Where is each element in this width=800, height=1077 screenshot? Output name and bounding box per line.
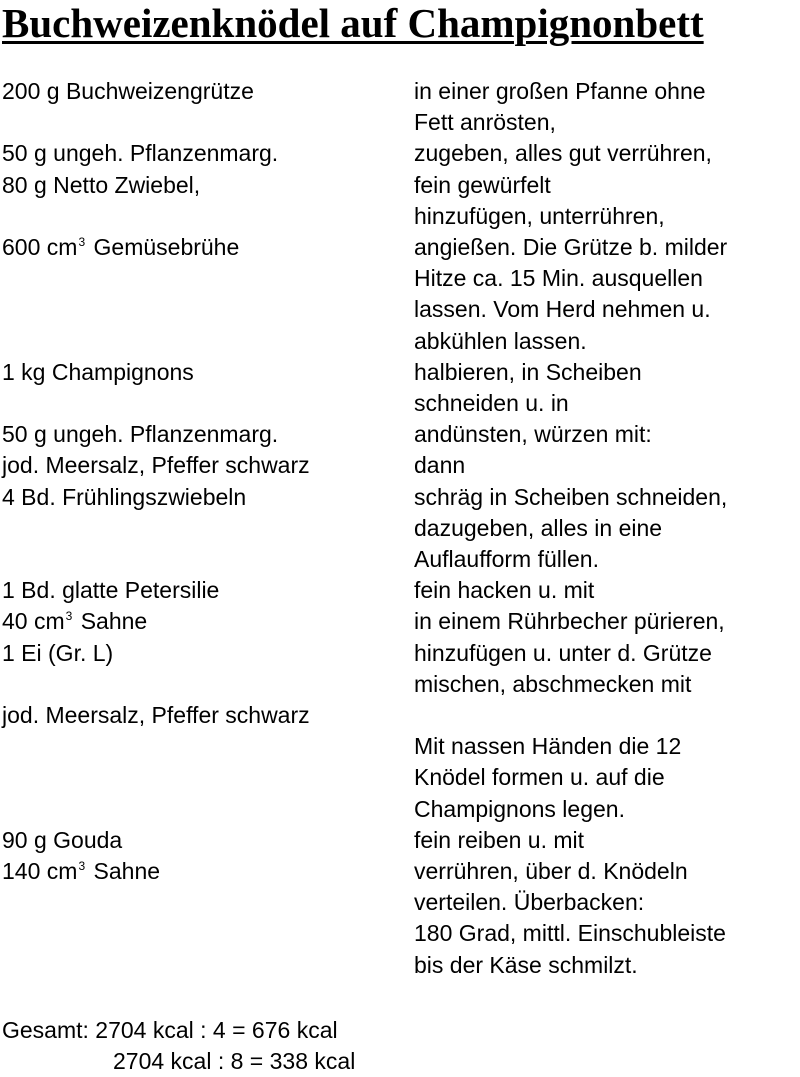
total-line-1: Gesamt: 2704 kcal : 4 = 676 kcal (2, 1017, 338, 1043)
instruction-text: fein hacken u. mit (414, 577, 595, 604)
ingredient-text (2, 638, 113, 669)
instruction-text: hinzufügen, unterrühren, (414, 202, 665, 229)
recipe-row (0, 856, 800, 887)
recipe-row (0, 201, 800, 232)
ingredient-main: 200 g Buchweizengrütze (2, 78, 254, 104)
cubic-superscript: 3 (78, 859, 86, 873)
ingredient-text (2, 138, 278, 169)
ingredient-main: 80 g Netto Zwiebel, (2, 171, 201, 198)
ingredient-main: 40 cm (2, 608, 65, 635)
instruction-text: hinzufügen u. unter d. Grütze (414, 639, 712, 666)
instruction-text: abkühlen lassen. (414, 327, 587, 354)
ingredient-main: 4 Bd. Frühlingszwiebeln (2, 483, 247, 510)
ingredient-main: 50 g ungeh. Pflanzenmarg. (2, 421, 279, 448)
instruction-text: mischen, abschmecken mit (414, 670, 692, 697)
instruction-text: verrühren, über d. Knödeln (414, 858, 688, 884)
recipe-row (0, 887, 800, 918)
instruction-text: schneiden u. in (414, 390, 569, 416)
recipe-row (0, 482, 800, 513)
recipe-row (0, 232, 800, 263)
cubic-superscript: 3 (65, 609, 73, 624)
ingredient-text (2, 700, 310, 731)
ingredient-rest: Gemüsebrühe (87, 234, 240, 260)
recipe-row (0, 170, 800, 201)
ingredient-main: 1 kg Champignons (2, 358, 194, 385)
recipe-row (0, 731, 800, 762)
instruction-text: Champignons legen. (414, 795, 625, 822)
instruction-text: fein gewürfelt (414, 171, 551, 198)
recipe-row (0, 76, 800, 107)
instruction-text: 180 Grad, mittl. Einschubleiste (414, 920, 726, 947)
instruction-text: fein reiben u. mit (414, 826, 585, 853)
instruction-text: schräg in Scheiben schneiden, (414, 483, 728, 510)
ingredient-text (2, 575, 219, 606)
ingredient-text (2, 357, 194, 388)
recipe-row (0, 419, 800, 450)
ingredient-main: 140 cm (2, 858, 78, 884)
ingredient-rest: Sahne (74, 608, 148, 635)
recipe-row (0, 700, 800, 731)
ingredient-main: jod. Meersalz, Pfeffer schwarz (2, 702, 310, 728)
recipe-row (0, 606, 800, 637)
recipe-row (0, 950, 800, 981)
instruction-text: verteilen. Überbacken: (414, 889, 645, 916)
ingredient-text (2, 170, 200, 201)
ingredient-text (2, 856, 160, 887)
recipe-row (0, 575, 800, 606)
instruction-text: Knödel formen u. auf die (414, 764, 665, 791)
instruction-text: halbieren, in Scheiben (414, 358, 642, 385)
recipe-row (0, 138, 800, 169)
recipe-row (0, 450, 800, 481)
ingredient-text (2, 76, 254, 107)
instruction-text: lassen. Vom Herd nehmen u. (414, 296, 711, 323)
ingredient-rest: Sahne (87, 858, 161, 884)
instruction-text: Fett anrösten, (414, 109, 556, 136)
ingredient-main: 1 Ei (Gr. L) (2, 639, 114, 666)
recipe-row (0, 825, 800, 856)
recipe-row (0, 918, 800, 949)
recipe-row (0, 513, 800, 544)
instruction-text: andünsten, würzen mit: (414, 421, 652, 448)
cubic-superscript: 3 (78, 235, 86, 249)
instruction-text: zugeben, alles gut verrühren, (414, 140, 712, 167)
recipe-row (0, 294, 800, 325)
recipe-row (0, 544, 800, 575)
ingredient-text (2, 606, 147, 637)
ingredient-text (2, 825, 122, 856)
ingredient-text (2, 419, 278, 450)
recipe-row (0, 263, 800, 294)
recipe-row (0, 107, 800, 138)
ingredient-main: 1 Bd. glatte Petersilie (2, 577, 220, 604)
instruction-text: Hitze ca. 15 Min. ausquellen (414, 265, 703, 292)
instruction-text: in einer großen Pfanne ohne (414, 78, 706, 104)
recipe-row (0, 357, 800, 388)
total-line-2: 2704 kcal : 8 = 338 kcal (113, 1048, 356, 1074)
instruction-text: bis der Käse schmilzt. (414, 951, 638, 978)
instruction-text: Mit nassen Händen die 12 (414, 733, 682, 760)
recipe-row (0, 794, 800, 825)
recipe-row (0, 388, 800, 419)
ingredient-main: 90 g Gouda (2, 826, 123, 853)
instruction-text: dann (414, 452, 466, 479)
ingredient-main: 50 g ungeh. Pflanzenmarg. (2, 140, 279, 167)
instruction-text: Auflaufform füllen. (414, 546, 599, 572)
ingredient-text (2, 450, 310, 481)
recipe-title: Buchweizenknödel auf Champignonbett (2, 0, 704, 46)
instruction-text: dazugeben, alles in eine (414, 514, 663, 541)
recipe-row (0, 638, 800, 669)
recipe-row (0, 762, 800, 793)
ingredient-text (2, 232, 239, 263)
ingredient-main: jod. Meersalz, Pfeffer schwarz (2, 452, 310, 479)
recipe-row (0, 669, 800, 700)
instruction-text: angießen. Die Grütze b. milder (414, 234, 728, 260)
recipe-row (0, 326, 800, 357)
ingredient-text (2, 482, 246, 513)
instruction-text: in einem Rührbecher pürieren, (414, 608, 725, 635)
ingredient-main: 600 cm (2, 234, 78, 260)
